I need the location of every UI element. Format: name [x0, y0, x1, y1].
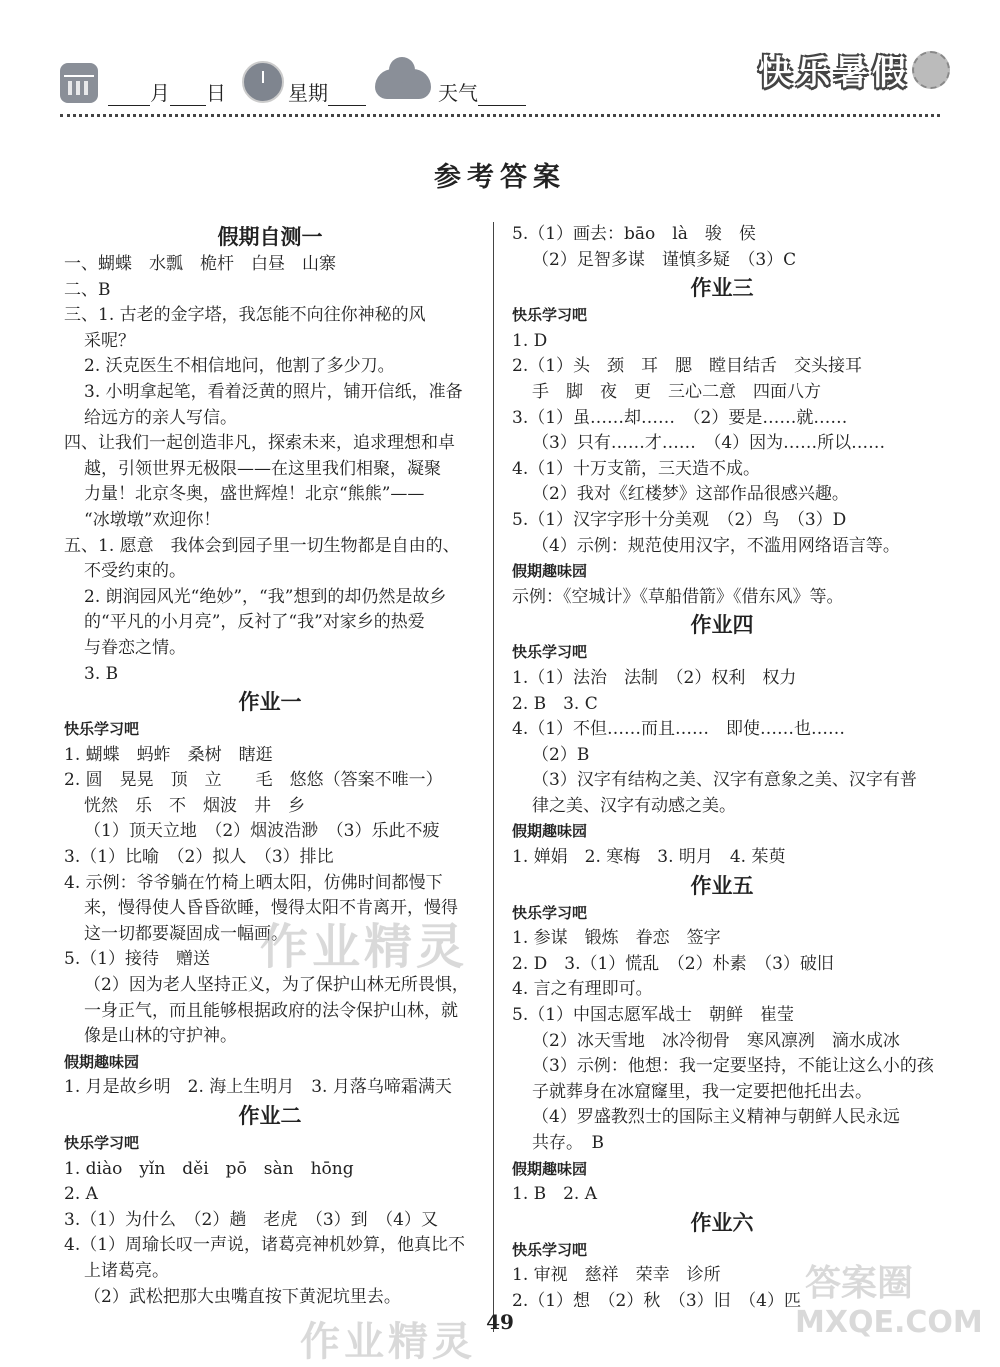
answer-line: 采呢？	[84, 330, 135, 351]
right-column	[512, 222, 932, 1315]
answer-line: （2）冰天雪地 冰冷彻骨 寒风凛冽 滴水成冰	[532, 1030, 900, 1051]
answer-line: 3.（1）为什么 （2）趟 老虎 （3）到 （4）又	[64, 1209, 438, 1230]
subsection-heading: 假期趣味园	[512, 822, 588, 841]
answer-line: 2. B 3. C	[512, 693, 598, 714]
answer-line: 1. diào yǐn děi pō sàn hōng	[64, 1158, 354, 1179]
answer-line: 3. 小明拿起笔，看着泛黄的照片，铺开信纸，准备	[84, 381, 463, 402]
section-heading: 假期自测一	[217, 225, 323, 249]
section-heading: 作业三	[690, 276, 754, 301]
answer-line: （2）因为老人坚持正义，为了保护山林无所畏惧，	[84, 975, 469, 996]
answer-line: 1. B 2. A	[512, 1184, 598, 1205]
section-heading: 作业一	[238, 690, 302, 715]
weather-field: 天气	[438, 77, 526, 106]
answer-line: 一、蝴蝶 水瓢 桅杆 白昼 山寨	[64, 254, 336, 274]
answer-line: 一身正气，而且能够根据政府的法令保护山林，就	[84, 1000, 458, 1021]
answer-line: 3.（1）虽……却…… （2）要是……就……	[512, 407, 848, 428]
answer-line: 二、B	[64, 279, 111, 300]
answer-line: 1. 审视 慈祥 荣幸 诊所	[512, 1265, 721, 1286]
section-heading: 作业六	[690, 1210, 754, 1235]
answer-line: 恍然 乐 不 烟波 井 乡	[84, 795, 305, 816]
answer-line: 示例：《空城计》《草船借箭》《借东风》等。	[512, 586, 844, 607]
answer-line: 2.（1）头 颈 耳 腮 瞠目结舌 交头接耳	[512, 356, 863, 377]
answer-line: 4.（1）周瑜长叹一声说，诸葛亮神机妙算，他真比不	[64, 1235, 466, 1256]
answer-line: 与眷恋之情。	[84, 637, 186, 658]
answer-line: 这一切都要凝固成一幅画。	[84, 923, 288, 944]
answer-line: 五、1. 愿意 我体会到园子里一切生物都是自由的、	[64, 535, 460, 556]
date-field: 月 日	[108, 77, 226, 106]
answer-line: （4）罗盛教烈士的国际主义精神与朝鲜人民永远	[532, 1107, 900, 1128]
holiday-logo: 快乐暑假	[758, 53, 910, 93]
answer-line: 律之美、汉字有动感之美。	[532, 795, 736, 816]
answer-line: （3）只有……才…… （4）因为……所以……	[532, 433, 886, 454]
answer-line: 4.（1）十万支箭，三天造不成。	[512, 458, 761, 479]
answer-line: 5.（1）接待 赠送	[64, 949, 211, 970]
answer-line: 三、1. 古老的金字塔，我怎能不向往你神秘的风	[64, 305, 426, 326]
answer-line: 上诸葛亮。	[84, 1260, 169, 1281]
subsection-heading: 假期趣味园	[512, 1159, 588, 1178]
subsection-heading: 快乐学习吧	[512, 903, 588, 922]
answer-line: （2）我对《红楼梦》这部作品很感兴趣。	[532, 484, 849, 505]
answer-line: 子就葬身在冰窟窿里，我一定要把他托出去。	[532, 1081, 872, 1102]
left-column	[64, 222, 476, 1310]
answer-line: 力量！北京冬奥，盛世辉煌！北京“熊熊”——	[84, 484, 425, 505]
watermark: 作业精灵	[300, 1319, 476, 1365]
answer-line: 2. A	[64, 1184, 98, 1205]
column-divider	[493, 222, 494, 1332]
answer-line: 给远方的亲人写信。	[84, 407, 237, 428]
answer-line: 不受约束的。	[84, 561, 186, 582]
section-heading: 作业四	[690, 613, 754, 638]
section-heading: 作业二	[238, 1104, 302, 1128]
answer-line: 5.（1）画去：bāo là 骏 侯	[512, 224, 756, 244]
watermark: 作业精灵	[260, 919, 469, 975]
answer-line: 2. 圆 晃晃 顶 立 毛 悠悠（答案不唯一）	[64, 770, 443, 791]
watermark-logo: 答案圈	[805, 1263, 914, 1304]
section-heading: 作业五	[690, 873, 754, 898]
subsection-heading: 快乐学习吧	[512, 1240, 588, 1259]
answer-line: 4. 示例：爷爷躺在竹椅上晒太阳，仿佛时间都慢下	[64, 872, 443, 893]
answer-line: 1.（1）法治 法制 （2）权利 权力	[512, 667, 797, 688]
answer-line: “冰墩墩”欢迎你！	[84, 509, 221, 530]
calendar-icon	[60, 63, 98, 103]
subsection-heading: 快乐学习吧	[64, 1134, 140, 1152]
answer-line: 5.（1）中国志愿军战士 朝鲜 崔莹	[512, 1005, 795, 1026]
answer-line: （4）示例：规范使用汉字，不滥用网络语言等。	[532, 535, 900, 556]
answer-line: 2. 沃克医生不相信地问，他割了多少刀。	[84, 356, 395, 377]
answer-line: （2）武松把那大虫嘴直按下黄泥坑里去。	[84, 1286, 401, 1307]
answer-line: 1. 参谋 锻炼 眷恋 签字	[512, 928, 721, 949]
page-header	[60, 55, 940, 115]
answer-line: （3）示例：他想：我一定要坚持，不能让这么小的孩	[532, 1056, 934, 1077]
answer-line: 1. 月是故乡明 2. 海上生明月 3. 月落乌啼霜满天	[64, 1077, 452, 1098]
subsection-heading: 快乐学习吧	[512, 306, 588, 325]
weekday-field: 星期	[288, 77, 366, 106]
subsection-heading: 快乐学习吧	[512, 643, 588, 662]
answer-line: （2）B	[532, 744, 590, 765]
answer-line: （1）顶天立地 （2）烟波浩渺 （3）乐此不疲	[84, 821, 440, 842]
answer-line: 2. 朗润园风光“绝妙”，“我”想到的却仍然是故乡	[84, 586, 447, 607]
answer-line: 3. B	[84, 663, 119, 684]
subsection-heading: 快乐学习吧	[64, 720, 140, 739]
cloud-icon	[375, 69, 431, 99]
answer-line: 2. D 3.（1）慌乱 （2）朴素 （3）破旧	[512, 953, 834, 974]
page-number: 49	[486, 1310, 514, 1334]
subsection-heading: 假期趣味园	[512, 562, 588, 581]
answer-line: （3）汉字有结构之美、汉字有意象之美、汉字有普	[532, 770, 917, 791]
watermark-url: MXQE.COM	[795, 1305, 983, 1340]
sun-icon	[912, 51, 950, 89]
answer-line: 3.（1）比喻 （2）拟人 （3）排比	[64, 847, 334, 868]
answer-line: 4. 言之有理即可。	[512, 979, 653, 1000]
page-title: 参考答案	[434, 162, 566, 193]
answer-line: 2.（1）想 （2）秋 （3）旧 （4）匹	[512, 1290, 801, 1311]
header-divider	[60, 114, 940, 117]
answer-line: 越，引领世界无极限——在这里我们相聚，凝聚	[84, 458, 441, 479]
answer-line: 四、让我们一起创造非凡，探索未来，追求理想和卓	[64, 433, 455, 454]
answer-line: 的“平凡的小月亮”，反衬了“我”对家乡的热爱	[84, 612, 425, 633]
subsection-heading: 假期趣味园	[64, 1052, 140, 1071]
answer-line: 5.（1）汉字字形十分美观 （2）鸟 （3）D	[512, 509, 847, 530]
clock-icon	[242, 61, 284, 103]
answer-line: 1. 蝴蝶 蚂蚱 桑树 瞎逛	[64, 744, 273, 765]
answer-line: 共存。 B	[532, 1133, 604, 1153]
answer-line: 1. 婵娟 2. 寒梅 3. 明月 4. 茱萸	[512, 847, 786, 868]
answer-line: （2）足智多谋 谨慎多疑 （3）C	[532, 249, 797, 270]
answer-line: 像是山林的守护神。	[84, 1026, 237, 1047]
answer-line: 手 脚 夜 更 三心二意 四面八方	[532, 381, 821, 402]
answer-line: 1. D	[512, 330, 548, 351]
answer-line: 来，慢得使人昏昏欲睡，慢得太阳不肯离开，慢得	[84, 898, 458, 919]
answer-line: 4.（1）不但……而且…… 即使……也……	[512, 719, 846, 740]
